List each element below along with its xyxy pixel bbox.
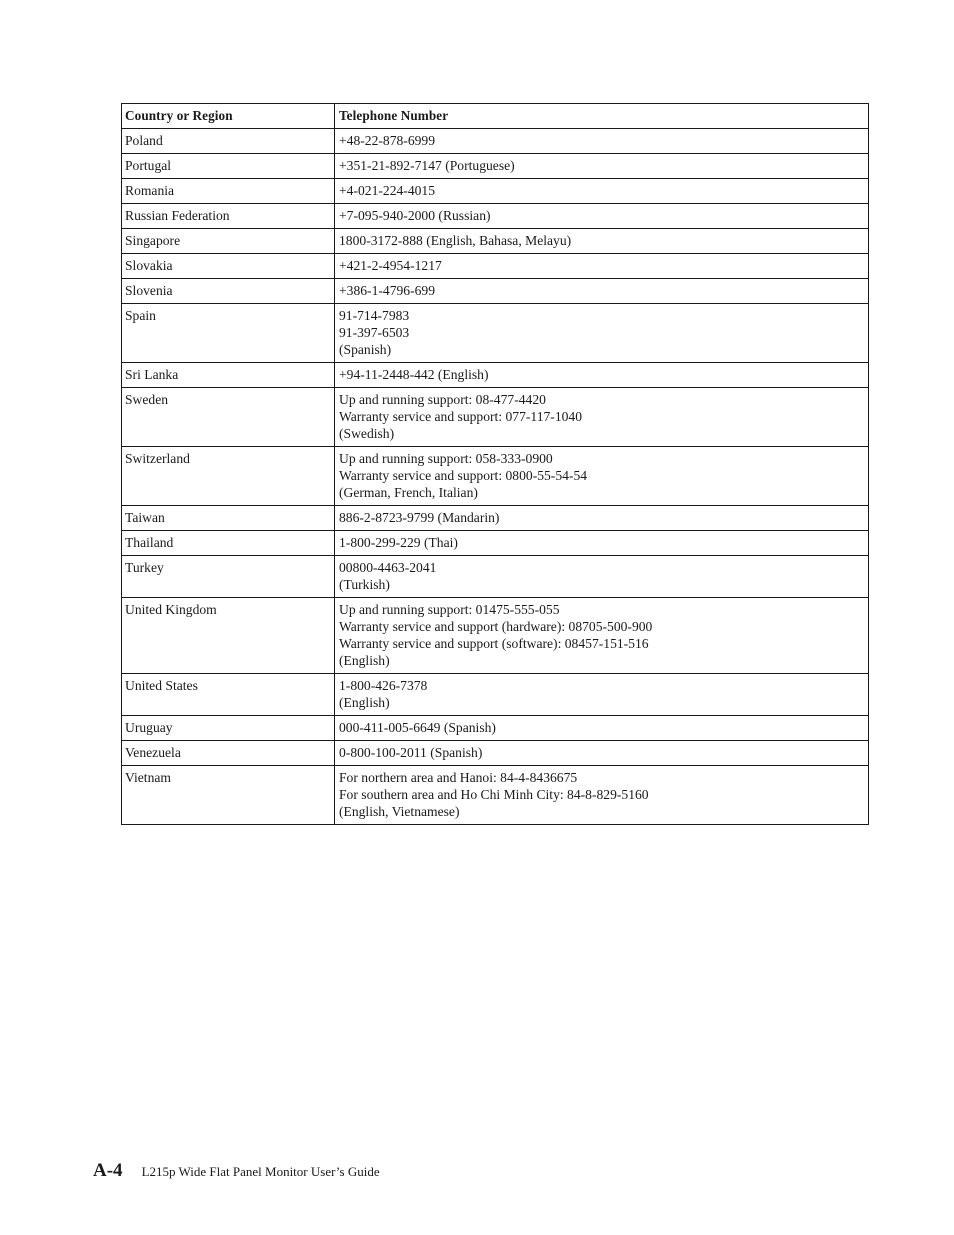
phone-line: Up and running support: 058-333-0900 bbox=[339, 451, 553, 466]
table-row bbox=[122, 674, 869, 716]
phone-cell bbox=[335, 716, 869, 741]
phone-cell bbox=[335, 556, 869, 598]
page-footer bbox=[93, 1160, 380, 1182]
table-row bbox=[122, 766, 869, 825]
country-cell: Venezuela bbox=[122, 741, 335, 766]
table-row bbox=[122, 279, 869, 304]
phone-line: 0-800-100-2011 (Spanish) bbox=[339, 745, 483, 760]
table-row bbox=[122, 363, 869, 388]
table-row bbox=[122, 154, 869, 179]
phone-cell bbox=[335, 204, 869, 229]
phone-line: +351-21-892-7147 (Portuguese) bbox=[339, 158, 515, 173]
table-row bbox=[122, 254, 869, 279]
phone-line: (Turkish) bbox=[339, 577, 390, 592]
phone-line: Warranty service and support: 077-117-1040 bbox=[339, 409, 583, 424]
phone-line: (English, Vietnamese) bbox=[339, 804, 460, 819]
phone-cell bbox=[335, 447, 869, 506]
phone-line: Warranty service and support (hardware): 08705-500-900 bbox=[339, 619, 653, 634]
country-cell: Poland bbox=[122, 129, 335, 154]
country-cell: Vietnam bbox=[122, 766, 335, 825]
table-header-row bbox=[122, 104, 869, 129]
country-cell: Slovakia bbox=[122, 254, 335, 279]
country-cell: Turkey bbox=[122, 556, 335, 598]
phone-line: 1-800-299-229 (Thai) bbox=[339, 535, 458, 550]
country-cell: United States bbox=[122, 674, 335, 716]
phone-cell bbox=[335, 741, 869, 766]
support-phone-table bbox=[121, 103, 869, 825]
country-cell: Uruguay bbox=[122, 716, 335, 741]
document-title: L215p Wide Flat Panel Monitor User’s Guide bbox=[141, 1164, 380, 1179]
table-row bbox=[122, 229, 869, 254]
phone-cell bbox=[335, 254, 869, 279]
phone-line: Up and running support: 01475-555-055 bbox=[339, 602, 560, 617]
phone-column-header: Telephone Number bbox=[335, 104, 869, 129]
table-row bbox=[122, 388, 869, 447]
table-row bbox=[122, 506, 869, 531]
table-row bbox=[122, 598, 869, 674]
table-row bbox=[122, 304, 869, 363]
phone-cell bbox=[335, 279, 869, 304]
phone-line: +7-095-940-2000 (Russian) bbox=[339, 208, 491, 223]
table-row bbox=[122, 179, 869, 204]
phone-line: 1-800-426-7378 bbox=[339, 678, 428, 693]
phone-line: For northern area and Hanoi: 84-4-8436675 bbox=[339, 770, 578, 785]
phone-line: Warranty service and support: 0800-55-54-54 bbox=[339, 468, 588, 483]
phone-line: (English) bbox=[339, 653, 390, 668]
phone-cell bbox=[335, 363, 869, 388]
phone-line: 91-397-6503 bbox=[339, 325, 410, 340]
phone-line: +421-2-4954-1217 bbox=[339, 258, 442, 273]
country-column-header: Country or Region bbox=[122, 104, 335, 129]
table-row bbox=[122, 531, 869, 556]
table-row bbox=[122, 447, 869, 506]
table-body bbox=[122, 129, 869, 825]
phone-line: For southern area and Ho Chi Minh City: 84-8-829-5160 bbox=[339, 787, 649, 802]
phone-cell bbox=[335, 766, 869, 825]
phone-cell bbox=[335, 531, 869, 556]
phone-line: +4-021-224-4015 bbox=[339, 183, 436, 198]
phone-line: 91-714-7983 bbox=[339, 308, 410, 323]
country-cell: Switzerland bbox=[122, 447, 335, 506]
country-cell: Russian Federation bbox=[122, 204, 335, 229]
phone-cell bbox=[335, 129, 869, 154]
phone-cell bbox=[335, 154, 869, 179]
phone-line: Up and running support: 08-477-4420 bbox=[339, 392, 546, 407]
country-cell: Taiwan bbox=[122, 506, 335, 531]
table-row bbox=[122, 129, 869, 154]
page-number: A-4 bbox=[93, 1160, 123, 1181]
phone-cell bbox=[335, 388, 869, 447]
country-cell: Thailand bbox=[122, 531, 335, 556]
table-row bbox=[122, 204, 869, 229]
phone-line: (Swedish) bbox=[339, 426, 395, 441]
country-cell: Singapore bbox=[122, 229, 335, 254]
phone-line: (Spanish) bbox=[339, 342, 392, 357]
table-row bbox=[122, 741, 869, 766]
phone-line: +94-11-2448-442 (English) bbox=[339, 367, 489, 382]
country-cell: Romania bbox=[122, 179, 335, 204]
phone-line: +386-1-4796-699 bbox=[339, 283, 436, 298]
table-row bbox=[122, 556, 869, 598]
phone-line: (English) bbox=[339, 695, 390, 710]
country-cell: Portugal bbox=[122, 154, 335, 179]
country-cell: United Kingdom bbox=[122, 598, 335, 674]
country-cell: Slovenia bbox=[122, 279, 335, 304]
phone-line: +48-22-878-6999 bbox=[339, 133, 436, 148]
phone-line: 000-411-005-6649 (Spanish) bbox=[339, 720, 496, 735]
phone-line: 886-2-8723-9799 (Mandarin) bbox=[339, 510, 500, 525]
country-cell: Sweden bbox=[122, 388, 335, 447]
phone-cell bbox=[335, 304, 869, 363]
country-cell: Spain bbox=[122, 304, 335, 363]
phone-line: 1800-3172-888 (English, Bahasa, Melayu) bbox=[339, 233, 572, 248]
country-cell: Sri Lanka bbox=[122, 363, 335, 388]
phone-cell bbox=[335, 179, 869, 204]
phone-line: (German, French, Italian) bbox=[339, 485, 478, 500]
phone-line: Warranty service and support (software): 08457-151-516 bbox=[339, 636, 649, 651]
phone-cell bbox=[335, 674, 869, 716]
table-row bbox=[122, 716, 869, 741]
phone-line: 00800-4463-2041 bbox=[339, 560, 437, 575]
phone-cell bbox=[335, 598, 869, 674]
phone-cell bbox=[335, 506, 869, 531]
phone-cell bbox=[335, 229, 869, 254]
